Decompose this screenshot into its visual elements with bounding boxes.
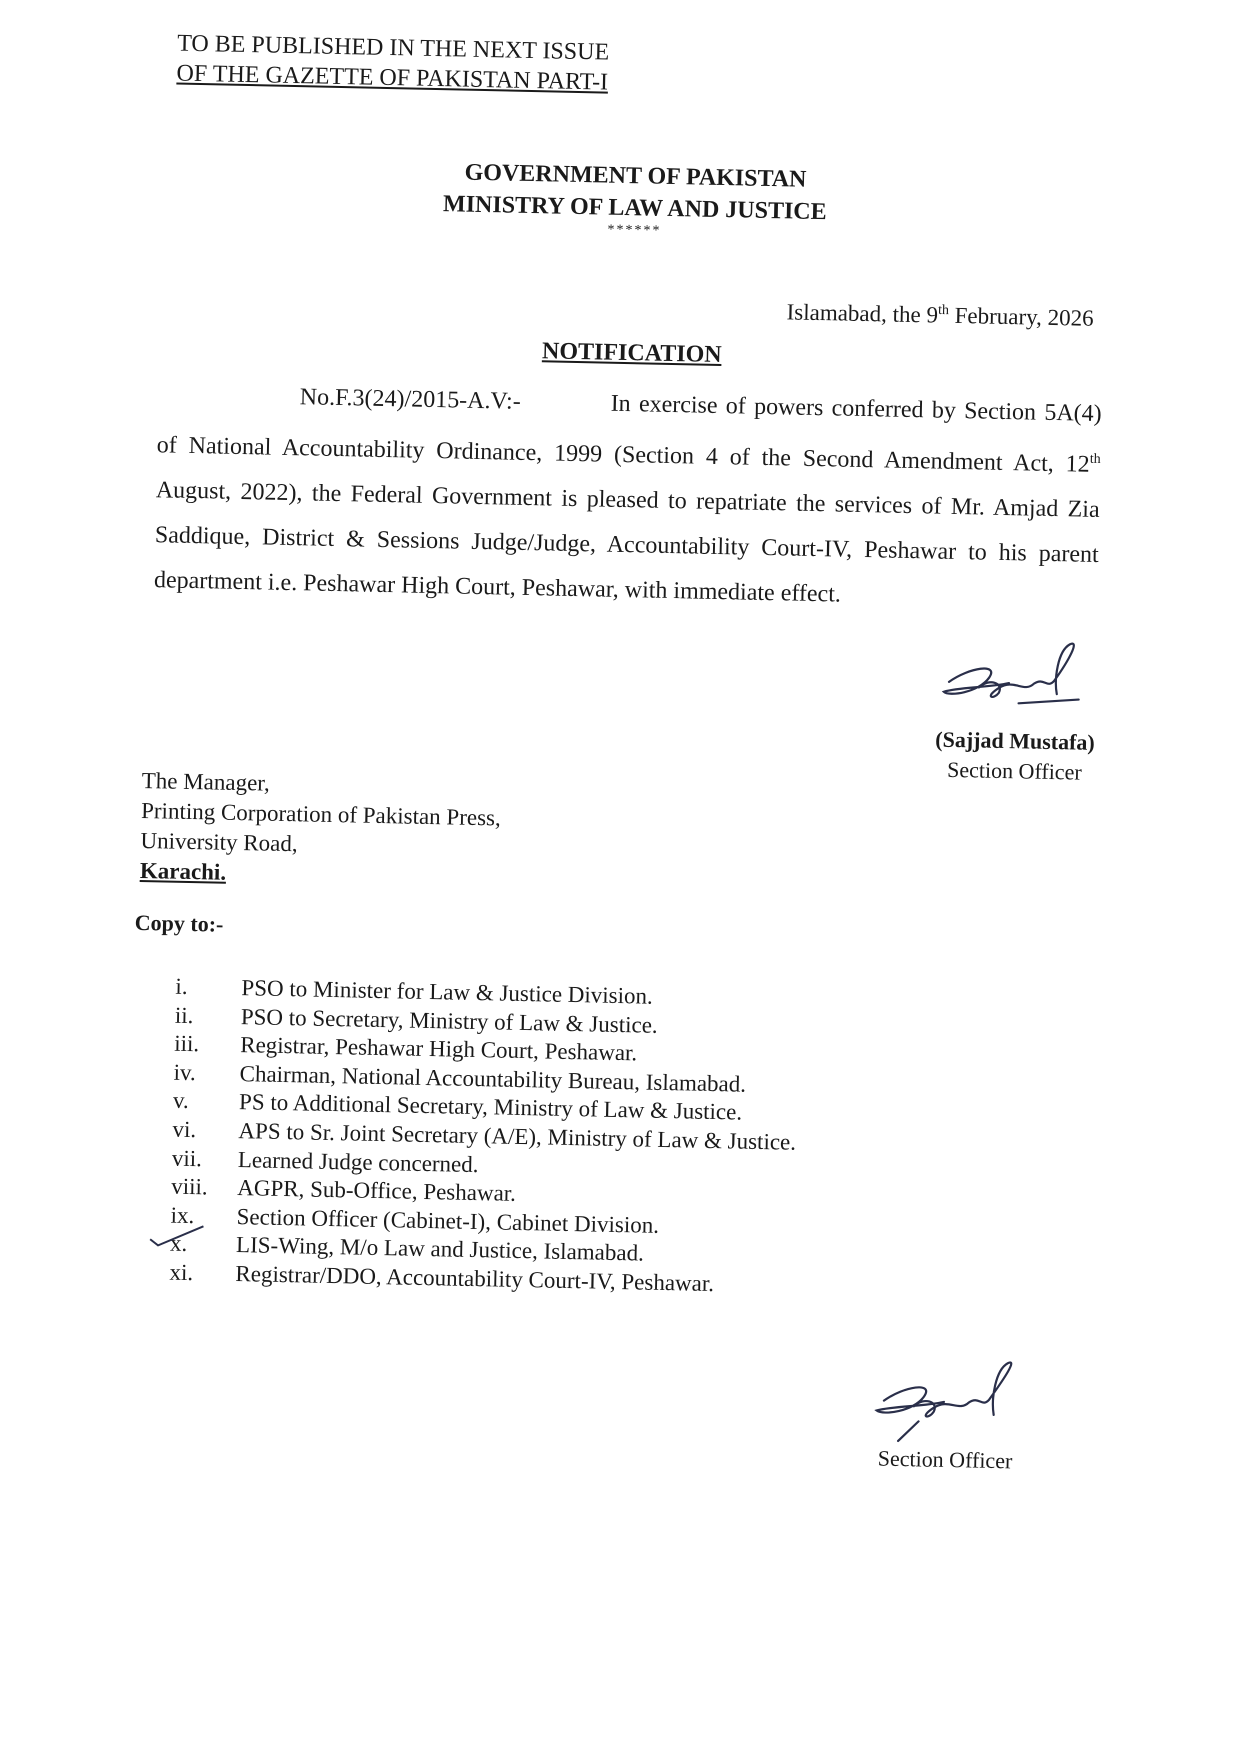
- item-text: Chairman, National Accountability Bureau, Islamabad.: [239, 1060, 747, 1097]
- issue-date: [786, 299, 1094, 331]
- notification-title: NOTIFICATION: [541, 338, 722, 369]
- date-prefix: Islamabad, the 9: [786, 299, 939, 328]
- date-suffix: February, 2026: [948, 302, 1094, 331]
- item-text: Section Officer (Cabinet-I), Cabinet Division.: [236, 1203, 660, 1238]
- reference-number: No.F.3(24)/2015-A.V:-: [299, 384, 522, 415]
- gazette-header: [176, 29, 609, 98]
- item-text: Registrar/DDO, Accountability Court-IV, Peshawar.: [235, 1260, 715, 1296]
- item-text: PSO to Secretary, Ministry of Law & Justice.: [240, 1003, 658, 1038]
- item-text: PSO to Minister for Law & Justice Division.: [241, 975, 654, 1009]
- item-number: i.: [175, 973, 188, 999]
- signatory-block: [934, 725, 1095, 788]
- separator-stars: ******: [607, 222, 662, 239]
- copy-to-label: Copy to:-: [134, 909, 224, 937]
- item-text: APS to Sr. Joint Secretary (A/E), Ministry of Law & Justice.: [238, 1118, 797, 1155]
- gazette-line-2: OF THE GAZETTE OF PAKISTAN PART-I: [176, 60, 609, 96]
- signatory-designation: Section Officer: [946, 756, 1082, 785]
- item-number: vii.: [171, 1145, 203, 1171]
- footer-signature-image: [858, 1350, 1030, 1454]
- office-heading: [13, 147, 1242, 251]
- signatory-name: (Sajjad Mustafa): [935, 726, 1096, 755]
- copy-to-list: [169, 973, 799, 1301]
- item-number: ii.: [174, 1002, 194, 1028]
- item-number: x.: [169, 1231, 188, 1257]
- gazette-line-1: TO BE PUBLISHED IN THE NEXT ISSUE: [176, 30, 610, 66]
- addressee-block: [140, 766, 502, 894]
- item-number: iii.: [174, 1030, 200, 1057]
- item-text: AGPR, Sub-Office, Peshawar.: [237, 1175, 517, 1207]
- addressee-city: Karachi.: [139, 857, 227, 885]
- notification-body: [153, 372, 1102, 623]
- checkmark-icon: [148, 1224, 209, 1255]
- item-text: Registrar, Peshawar High Court, Peshawar.: [239, 1032, 638, 1066]
- body-sup: th: [1089, 451, 1101, 467]
- item-number: v.: [172, 1088, 190, 1114]
- item-number: ix.: [170, 1202, 195, 1228]
- date-sup: th: [937, 302, 950, 319]
- government-title: GOVERNMENT OF PAKISTAN: [464, 159, 807, 193]
- addressee-line: Printing Corporation of Pakistan Press,: [140, 797, 502, 831]
- addressee-line: University Road,: [140, 827, 298, 857]
- item-number: vi.: [172, 1116, 197, 1143]
- item-number: iv.: [173, 1059, 197, 1085]
- item-text: LIS-Wing, M/o Law and Justice, Islamabad.: [235, 1232, 645, 1266]
- footer-designation: Section Officer: [877, 1445, 1013, 1474]
- ministry-title: MINISTRY OF LAW AND JUSTICE: [442, 191, 827, 226]
- signature-image: [928, 636, 1090, 729]
- item-number: xi.: [169, 1259, 194, 1286]
- item-text: Learned Judge concerned.: [237, 1146, 479, 1177]
- item-text: PS to Additional Secretary, Ministry of Law & Justice.: [238, 1089, 743, 1125]
- item-number: viii.: [171, 1173, 208, 1200]
- addressee-line: The Manager,: [141, 767, 271, 796]
- body-text-2: August, 2022), the Federal Government is pleased to repatriate the services of Mr. Amjad Zia Saddique, District & Sessions Judge/Judge, Accountability Court-IV, Peshawar to his parent department i.e. Peshawar High Court, Peshawar, with immediate effect.: [153, 477, 1100, 608]
- body-text-1: In exercise of powers conferred by Section 5A(4) of National Accountability Ordinance, 1999 (Section 4 of the Second Amendment Act, 12: [156, 390, 1102, 478]
